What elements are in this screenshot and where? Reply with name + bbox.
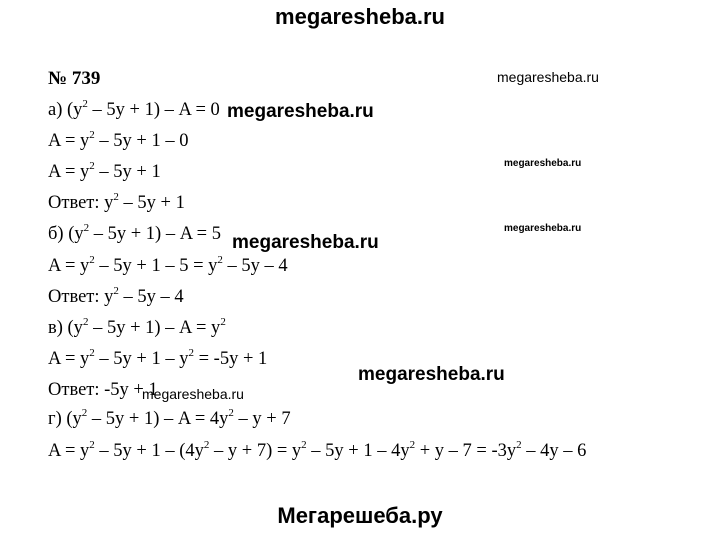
line-text: = -5y + 1 bbox=[193, 349, 268, 369]
line-text: – 5y + 1) – A = 5 bbox=[89, 224, 221, 244]
solution-line bbox=[48, 440, 586, 462]
exponent: 2 bbox=[203, 438, 210, 451]
exponent: 2 bbox=[82, 315, 89, 328]
site-header: megaresheba.ru bbox=[275, 4, 445, 29]
line-text: – 5y + 1 bbox=[94, 162, 161, 182]
watermark-line-a: megaresheba.ru bbox=[227, 101, 374, 122]
line-text: а) (y bbox=[48, 100, 83, 120]
line-text: – 5y + 1 – y bbox=[94, 349, 189, 369]
exponent: 2 bbox=[81, 406, 88, 419]
line-text: – 5y + 1 – (4y bbox=[94, 441, 204, 461]
line-text: – 5y + 1) – A = 4y bbox=[87, 409, 229, 429]
solution-line bbox=[48, 317, 226, 339]
exponent: 2 bbox=[409, 438, 416, 451]
exponent: 2 bbox=[516, 438, 522, 451]
line-text: Ответ: y bbox=[48, 193, 114, 213]
line-text: Ответ: -5y + 1 bbox=[48, 380, 158, 400]
line-text: – 5y + 1) – A = y bbox=[88, 318, 221, 338]
watermark-small-1: megaresheba.ru bbox=[504, 158, 582, 169]
solution-line bbox=[48, 286, 184, 308]
line-text: – y + 7 bbox=[233, 409, 291, 429]
line-text: A = y bbox=[48, 441, 90, 461]
solution-line bbox=[48, 192, 185, 214]
solution-line bbox=[48, 348, 267, 370]
line-text: – 5y – 4 bbox=[222, 256, 288, 276]
exponent: 2 bbox=[89, 346, 95, 359]
line-text: A = y bbox=[48, 131, 90, 151]
line-text: в) (y bbox=[48, 318, 83, 338]
watermark-middle: megaresheba.ru bbox=[358, 364, 505, 385]
exponent: 2 bbox=[188, 346, 194, 359]
line-text: – 5y – 4 bbox=[118, 287, 184, 307]
line-text: б) (y bbox=[48, 224, 84, 244]
site-footer: Мегарешеба.ру bbox=[277, 503, 443, 528]
line-text: – y + 7) = y bbox=[209, 441, 302, 461]
watermark-top-right: megaresheba.ru bbox=[497, 69, 599, 85]
solution-line bbox=[48, 408, 291, 430]
solution-line bbox=[48, 223, 221, 245]
solution-line bbox=[48, 161, 161, 183]
exponent: 2 bbox=[83, 221, 90, 234]
exponent: 2 bbox=[217, 253, 223, 266]
line-text: A = y bbox=[48, 162, 90, 182]
problem-number: № 739 bbox=[48, 68, 101, 89]
exponent: 2 bbox=[113, 190, 119, 203]
solution-line bbox=[48, 99, 220, 121]
line-text: A = y bbox=[48, 256, 90, 276]
line-text: – 5y + 1) – A = 0 bbox=[87, 100, 220, 120]
exponent: 2 bbox=[301, 438, 307, 451]
exponent: 2 bbox=[89, 128, 95, 141]
exponent: 2 bbox=[228, 406, 234, 419]
watermark-small-2: megaresheba.ru bbox=[504, 223, 582, 234]
line-text: – 5y + 1 – 5 = y bbox=[94, 256, 218, 276]
line-text: – 5y + 1 – 4y bbox=[306, 441, 410, 461]
exponent: 2 bbox=[82, 97, 88, 110]
exponent: 2 bbox=[89, 438, 95, 451]
exponent: 2 bbox=[220, 315, 226, 328]
line-text: – 4y – 6 bbox=[521, 441, 587, 461]
line-text: Ответ: y bbox=[48, 287, 114, 307]
exponent: 2 bbox=[113, 284, 119, 297]
watermark-line-g: megaresheba.ru bbox=[142, 386, 244, 402]
solution-line bbox=[48, 130, 188, 152]
watermark-line-b: megaresheba.ru bbox=[232, 232, 379, 253]
line-text: + y – 7 = -3y bbox=[415, 441, 517, 461]
exponent: 2 bbox=[89, 253, 95, 266]
exponent: 2 bbox=[89, 159, 95, 172]
line-text: г) (y bbox=[48, 409, 82, 429]
line-text: A = y bbox=[48, 349, 90, 369]
line-text: – 5y + 1 bbox=[118, 193, 185, 213]
line-text: – 5y + 1 – 0 bbox=[94, 131, 189, 151]
solution-line bbox=[48, 255, 288, 277]
